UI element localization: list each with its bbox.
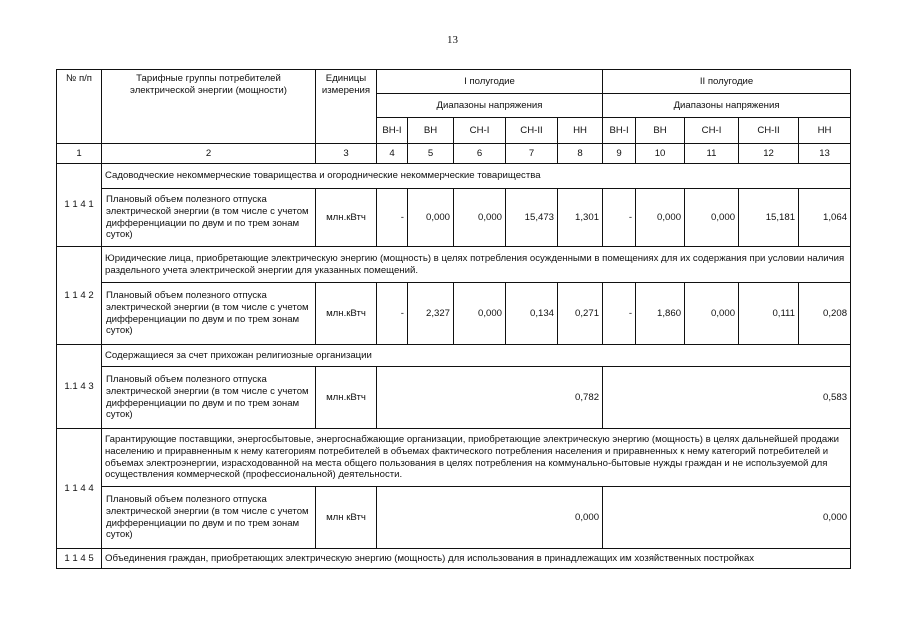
level-header: СН-I — [685, 118, 739, 144]
column-number: 12 — [739, 144, 799, 164]
header-range-1: Диапазоны напряжения — [377, 94, 603, 118]
level-header: ВН-I — [603, 118, 636, 144]
value-cell: 0,000 — [636, 189, 685, 247]
level-header: ВН — [636, 118, 685, 144]
column-number: 10 — [636, 144, 685, 164]
value-cell: 0,000 — [454, 283, 506, 345]
value-cell: 0,271 — [558, 283, 603, 345]
tariff-table — [56, 69, 851, 569]
value-cell: - — [603, 189, 636, 247]
level-header: СН-II — [739, 118, 799, 144]
value-cell: 0,134 — [506, 283, 558, 345]
row-description: Плановый объем полезного отпуска электрической энергии (в том числе с учетом дифференциации по двум и по трем зонам суток) — [102, 189, 316, 247]
header-unit: Единицы измерения — [316, 70, 377, 144]
column-number: 3 — [316, 144, 377, 164]
group-title: Гарантирующие поставщики, энергосбытовые, энергоснабжающие организации, приобретающие электрическую энергию (мощность) в целях дальнейшей продажи населению и приравненным к нему категориям потребителей в объемах фактического потребления населения и приравненных к нему категорий потребителей и объемах электроэнергии, израсходованной на места общего пользования в целях потребления на коммунально-бытовые нужды граждан и не используемой для осуществления коммерческой (профессиональной) деятельности. — [102, 429, 851, 487]
half-1-total: 0,000 — [377, 487, 603, 549]
column-number: 5 — [408, 144, 454, 164]
column-number: 7 — [506, 144, 558, 164]
half-2-total: 0,583 — [603, 367, 851, 429]
page-number: 13 — [447, 34, 458, 46]
row-description: Плановый объем полезного отпуска электрической энергии (в том числе с учетом дифференциации по двум и по трем зонам суток) — [102, 367, 316, 429]
value-cell: 1,064 — [799, 189, 851, 247]
level-header: НН — [558, 118, 603, 144]
value-cell: - — [377, 189, 408, 247]
header-group: Тарифные группы потребителей электрической энергии (мощности) — [102, 70, 316, 144]
row-number: 1 1 4 4 — [57, 429, 102, 549]
column-number: 2 — [102, 144, 316, 164]
column-number: 11 — [685, 144, 739, 164]
column-number: 8 — [558, 144, 603, 164]
value-cell: 0,000 — [685, 283, 739, 345]
level-header: НН — [799, 118, 851, 144]
row-description: Плановый объем полезного отпуска электрической энергии (в том числе с учетом дифференциации по двум и по трем зонам суток) — [102, 283, 316, 345]
unit-cell: млн кВтч — [316, 487, 377, 549]
group-title: Содержащиеся за счет прихожан религиозные организации — [102, 345, 851, 367]
header-range-2: Диапазоны напряжения — [603, 94, 851, 118]
column-number: 9 — [603, 144, 636, 164]
unit-cell: млн.кВтч — [316, 283, 377, 345]
row-description: Плановый объем полезного отпуска электрической энергии (в том числе с учетом дифференциации по двум и по трем зонам суток) — [102, 487, 316, 549]
group-title: Объединения граждан, приобретающих электрическую энергию (мощность) для использования в принадлежащих им хозяйственных постройках — [102, 549, 851, 569]
value-cell: 2,327 — [408, 283, 454, 345]
value-cell: 15,473 — [506, 189, 558, 247]
value-cell: 0,000 — [685, 189, 739, 247]
value-cell: - — [377, 283, 408, 345]
group-title: Садоводческие некоммерческие товарищества и огороднические некоммерческие товарищества — [102, 164, 851, 189]
level-header: СН-II — [506, 118, 558, 144]
value-cell: 0,111 — [739, 283, 799, 345]
header-half-1: I полугодие — [377, 70, 603, 94]
column-number: 1 — [57, 144, 102, 164]
unit-cell: млн.кВтч — [316, 367, 377, 429]
half-2-total: 0,000 — [603, 487, 851, 549]
row-number: 1 1 4 5 — [57, 549, 102, 569]
column-number: 4 — [377, 144, 408, 164]
header-num: № п/п — [57, 70, 102, 144]
value-cell: - — [603, 283, 636, 345]
value-cell: 1,301 — [558, 189, 603, 247]
value-cell: 0,000 — [454, 189, 506, 247]
row-number: 1 1 4 1 — [57, 164, 102, 247]
row-number: 1 1 4 2 — [57, 247, 102, 345]
half-1-total: 0,782 — [377, 367, 603, 429]
value-cell: 0,000 — [408, 189, 454, 247]
level-header: ВН — [408, 118, 454, 144]
row-number: 1.1 4 3 — [57, 345, 102, 429]
level-header: СН-I — [454, 118, 506, 144]
unit-cell: млн.кВтч — [316, 189, 377, 247]
level-header: ВН-I — [377, 118, 408, 144]
value-cell: 1,860 — [636, 283, 685, 345]
value-cell: 15,181 — [739, 189, 799, 247]
header-half-2: II полугодие — [603, 70, 851, 94]
group-title: Юридические лица, приобретающие электрическую энергию (мощность) в целях потребления осужденными в помещениях для их содержания при условии наличия раздельного учета электрической энергии для указанных помещений. — [102, 247, 851, 283]
column-number: 6 — [454, 144, 506, 164]
column-number: 13 — [799, 144, 851, 164]
value-cell: 0,208 — [799, 283, 851, 345]
